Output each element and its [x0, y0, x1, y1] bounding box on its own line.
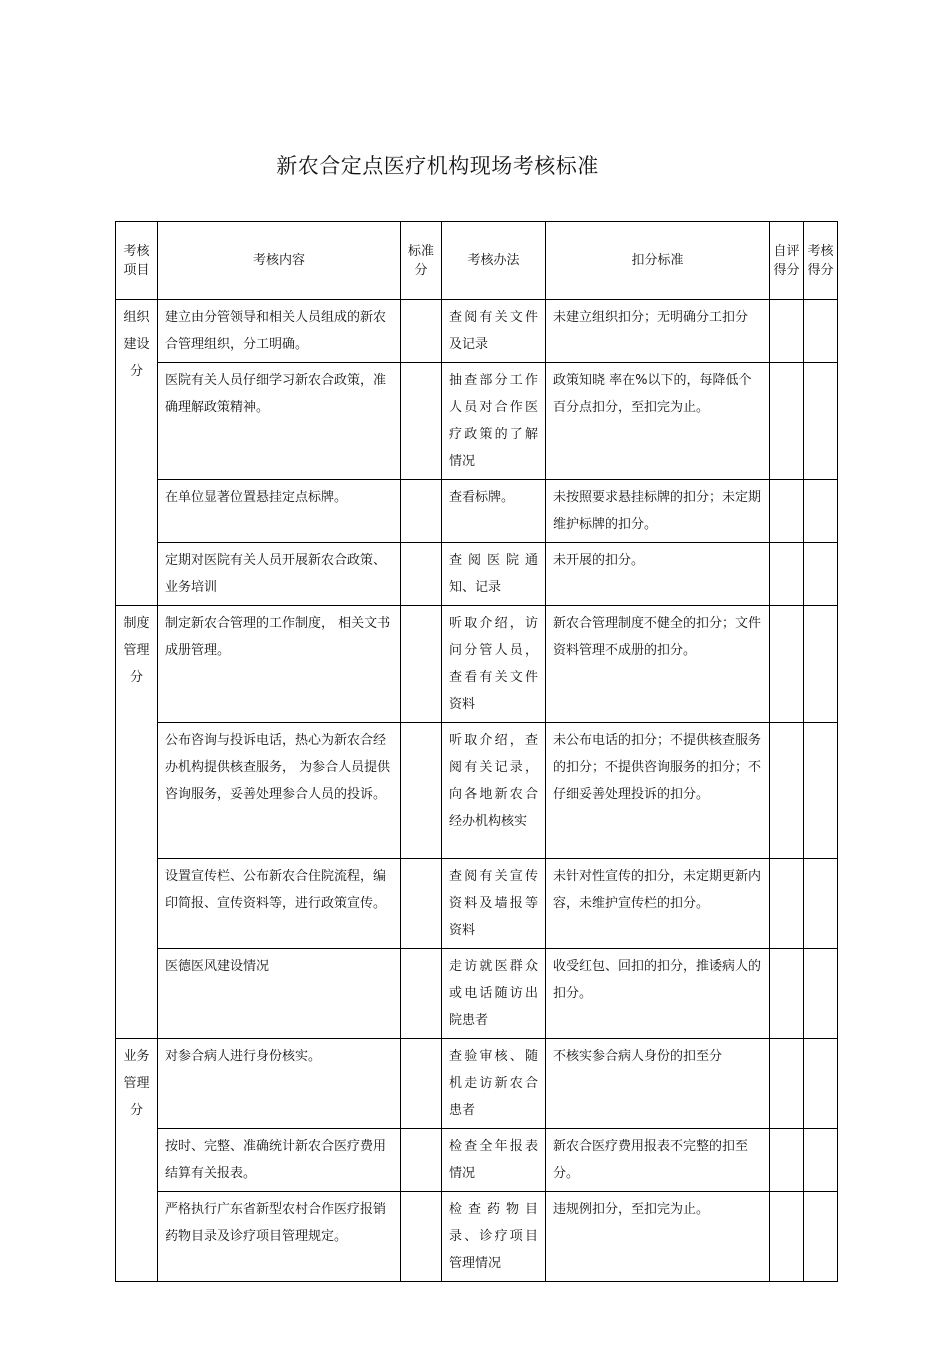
table-row: [116, 606, 838, 723]
standard-score-cell: [401, 300, 442, 363]
self-score-cell: [770, 723, 804, 859]
deduction-cell: 未建立组织扣分；无明确分工扣分: [546, 300, 770, 363]
content-cell: 设置宣传栏、公布新农合住院流程，编印简报、宣传资料等，进行政策宣传。: [158, 859, 401, 949]
category-cell: 制度管理分: [116, 606, 158, 1039]
category-cell: 业务管理分: [116, 1039, 158, 1282]
self-score-cell: [770, 949, 804, 1039]
deduction-cell: 新农合管理制度不健全的扣分；文件资料管理不成册的扣分。: [546, 606, 770, 723]
table-row: [116, 859, 838, 949]
header-deduction: 扣分标准: [546, 222, 770, 300]
self-score-cell: [770, 480, 804, 543]
self-score-cell: [770, 1192, 804, 1282]
self-score-cell: [770, 859, 804, 949]
assess-score-cell: [804, 1192, 838, 1282]
deduction-cell: 未按照要求悬挂标牌的扣分；未定期维护标牌的扣分。: [546, 480, 770, 543]
table-row: [116, 363, 838, 480]
content-cell: 对参合病人进行身份核实。: [158, 1039, 401, 1129]
method-cell: 查阅有关文件及记录: [442, 300, 546, 363]
self-score-cell: [770, 300, 804, 363]
content-cell: 制定新农合管理的工作制度， 相关文书成册管理。: [158, 606, 401, 723]
header-standard-score: 标准分: [401, 222, 442, 300]
deduction-cell: 新农合医疗费用报表不完整的扣至分。: [546, 1129, 770, 1192]
method-cell: 查看标牌。: [442, 480, 546, 543]
deduction-cell: 未开展的扣分。: [546, 543, 770, 606]
standard-score-cell: [401, 606, 442, 723]
deduction-cell: 政策知晓 率在%以下的，每降低个百分点扣分，至扣完为止。: [546, 363, 770, 480]
header-assess-score: 考核得分: [804, 222, 838, 300]
standard-score-cell: [401, 363, 442, 480]
standard-score-cell: [401, 949, 442, 1039]
header-method: 考核办法: [442, 222, 546, 300]
standard-score-cell: [401, 1039, 442, 1129]
self-score-cell: [770, 1039, 804, 1129]
content-cell: 医院有关人员仔细学习新农合政策，准确理解政策精神。: [158, 363, 401, 480]
method-cell: 听取介绍，访问分管人员，查看有关文件资料: [442, 606, 546, 723]
assess-score-cell: [804, 300, 838, 363]
table-row: [116, 723, 838, 859]
assess-score-cell: [804, 859, 838, 949]
table-row: [116, 1129, 838, 1192]
category-cell: 组织建设分: [116, 300, 158, 606]
content-cell: 定期对医院有关人员开展新农合政策、业务培训: [158, 543, 401, 606]
content-cell: 医德医风建设情况: [158, 949, 401, 1039]
method-cell: 走访就医群众或电话随访出院患者: [442, 949, 546, 1039]
content-cell: 建立由分管领导和相关人员组成的新农合管理组织，分工明确。: [158, 300, 401, 363]
standard-score-cell: [401, 723, 442, 859]
standard-score-cell: [401, 480, 442, 543]
assess-score-cell: [804, 480, 838, 543]
header-self-score: 自评得分: [770, 222, 804, 300]
assess-score-cell: [804, 1039, 838, 1129]
header-category: 考核项目: [116, 222, 158, 300]
assessment-table: [115, 221, 838, 1282]
assess-score-cell: [804, 723, 838, 859]
page-title: 新农合定点医疗机构现场考核标准: [276, 154, 599, 178]
content-cell: 按时、完整、准确统计新农合医疗费用结算有关报表。: [158, 1129, 401, 1192]
table-row: [116, 543, 838, 606]
method-cell: 查阅医院通知、记录: [442, 543, 546, 606]
self-score-cell: [770, 606, 804, 723]
method-cell: 听取介绍，查阅有关记录，向各地新农合经办机构核实: [442, 723, 546, 859]
self-score-cell: [770, 543, 804, 606]
method-cell: 查阅有关宣传资料及墙报等资料: [442, 859, 546, 949]
table-row: [116, 1192, 838, 1282]
self-score-cell: [770, 1129, 804, 1192]
deduction-cell: 违规例扣分，至扣完为止。: [546, 1192, 770, 1282]
table-row: [116, 949, 838, 1039]
assess-score-cell: [804, 543, 838, 606]
deduction-cell: 未公布电话的扣分；不提供核查服务的扣分；不提供咨询服务的扣分；不仔细妥善处理投诉的扣分。: [546, 723, 770, 859]
assess-score-cell: [804, 1129, 838, 1192]
assess-score-cell: [804, 606, 838, 723]
deduction-cell: 不核实参合病人身份的扣至分: [546, 1039, 770, 1129]
assess-score-cell: [804, 363, 838, 480]
method-cell: 抽查部分工作人员对合作医疗政策的了解情况: [442, 363, 546, 480]
assess-score-cell: [804, 949, 838, 1039]
method-cell: 检查药物目录、诊疗项目管理情况: [442, 1192, 546, 1282]
standard-score-cell: [401, 543, 442, 606]
standard-score-cell: [401, 1129, 442, 1192]
header-row: [116, 222, 838, 300]
self-score-cell: [770, 363, 804, 480]
method-cell: 查验审核、随机走访新农合患者: [442, 1039, 546, 1129]
table-row: [116, 1039, 838, 1129]
deduction-cell: 未针对性宣传的扣分，未定期更新内容，未维护宣传栏的扣分。: [546, 859, 770, 949]
deduction-cell: 收受红包、回扣的扣分，推诿病人的扣分。: [546, 949, 770, 1039]
content-cell: 在单位显著位置悬挂定点标牌。: [158, 480, 401, 543]
content-cell: 公布咨询与投诉电话，热心为新农合经办机构提供核查服务， 为参合人员提供咨询服务，妥善处理参合人员的投诉。: [158, 723, 401, 859]
table-row: [116, 480, 838, 543]
content-cell: 严格执行广东省新型农村合作医疗报销药物目录及诊疗项目管理规定。: [158, 1192, 401, 1282]
standard-score-cell: [401, 1192, 442, 1282]
header-content: 考核内容: [158, 222, 401, 300]
standard-score-cell: [401, 859, 442, 949]
method-cell: 检查全年报表情况: [442, 1129, 546, 1192]
table-row: [116, 300, 838, 363]
